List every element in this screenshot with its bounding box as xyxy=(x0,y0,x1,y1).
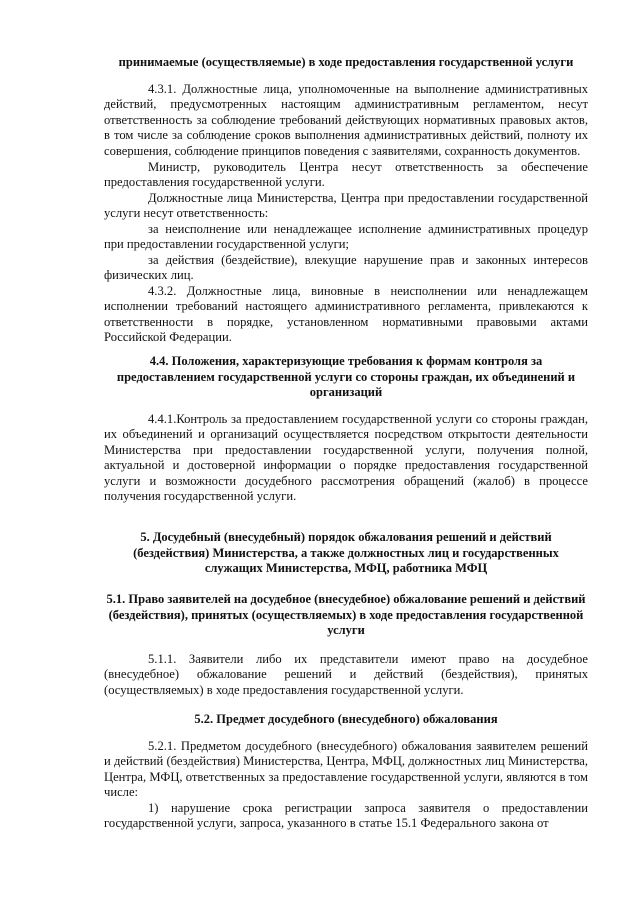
heading-5-1: 5.1. Право заявителей на досудебное (внесудебное) обжалование решений и действий (бездействия), принятых (осуществляемых) в ходе предоставления государственной услуги xyxy=(106,592,586,637)
paragraph-actions: за действия (бездействие), влекущие нарушение прав и законных интересов физических лиц. xyxy=(104,253,588,283)
paragraph-4-3-2: 4.3.2. Должностные лица, виновные в неисполнении или ненадлежащем исполнении требований настоящего административного регламента, привлекаются к ответственности в порядке, установленном нормативными правовыми актами Российской Федерации. xyxy=(104,284,588,345)
paragraph-4-4-1: 4.4.1.Контроль за предоставлением государственной услуги со стороны граждан, их объединений и организаций осуществляется посредством открытости деятельности Министерства при предоставлении государственной услуги, получения полной, актуальной и достоверной информации о порядке предоставления государственной услуги и возможности досудебного рассмотрения обращений (жалоб) в процессе получения государственной услуги. xyxy=(104,412,588,504)
heading-5-2: 5.2. Предмет досудебного (внесудебного) обжалования xyxy=(194,712,498,726)
paragraph-minister: Министр, руководитель Центра несут ответственность за обеспечение предоставления государственной услуги. xyxy=(104,160,588,190)
heading-5: 5. Досудебный (внесудебный) порядок обжалования решений и действий (бездействия) Министерства, а также должностных лиц и государственных служащих Министерства, МФЦ, работника МФЦ xyxy=(133,530,559,575)
section-heading-continuation: принимаемые (осуществляемые) в ходе предоставления государственной услуги xyxy=(118,55,574,69)
list-item-1: 1) нарушение срока регистрации запроса заявителя о предоставлении государственной услуги, запроса, указанного в статье 15.1 Федерального закона от xyxy=(104,801,588,831)
paragraph-improper-execution: за неисполнение или ненадлежащее исполнение административных процедур при предоставлении государственной услуги; xyxy=(104,222,588,252)
paragraph-4-3-1: 4.3.1. Должностные лица, уполномоченные на выполнение административных действий, предусмотренных настоящим административным регламентом, несут ответственность за соблюдение требований действующих нормативных правовых актов, в том числе за соблюдение сроков выполнения административных действий, полноту их совершения, соблюдение принципов поведения с заявителями, сохранность документов. xyxy=(104,82,588,158)
paragraph-officials: Должностные лица Министерства, Центра при предоставлении государственной услуги несут ответственность: xyxy=(104,191,588,221)
paragraph-5-1-1: 5.1.1. Заявители либо их представители имеют право на досудебное (внесудебное) обжалование решений и действий (бездействия), принятых (осуществляемых) в ходе предоставления государственной услуги. xyxy=(104,652,588,697)
heading-4-4: 4.4. Положения, характеризующие требования к формам контроля за предоставлением государственной услуги со стороны граждан, их объединений и организаций xyxy=(116,354,576,399)
paragraph-5-2-1: 5.2.1. Предметом досудебного (внесудебного) обжалования заявителем решений и действий (бездействия) Министерства, Центра, МФЦ, должностных лиц Министерства, Центра, МФЦ, ответственных за предоставление государственной услуги, являются в том числе: xyxy=(104,739,588,800)
